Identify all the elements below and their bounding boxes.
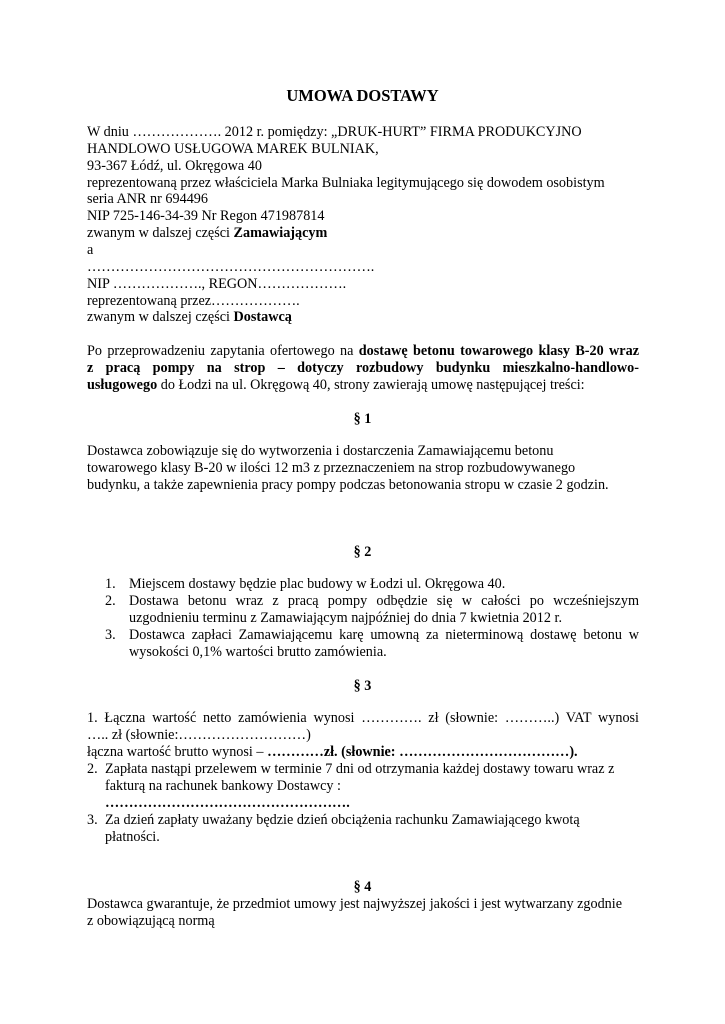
party1-intro: W dniu ………………. 2012 r. pomiędzy: „DRUK-HURT” FIRMA PRODUKCYJNO xyxy=(87,124,582,140)
section2-item1-line1: Miejscem dostawy będzie plac budowy w Łodzi ul. Okręgowa 40. xyxy=(129,576,506,592)
party1-ids: NIP 725-146-34-39 Nr Regon 471987814 xyxy=(87,208,325,224)
section4-heading: § 4 xyxy=(353,879,372,895)
party2-ids: NIP ………………., REGON………………. xyxy=(87,276,347,292)
section2-item3-line1: Dostawca zapłaci Zamawiającemu karę umowną za nieterminową dostawę betonu w xyxy=(129,627,639,643)
section3-item1-line3-b: …………zł. (słownie: ………………………………). xyxy=(267,744,578,760)
section3-item3-line2: płatności. xyxy=(105,829,160,845)
party2-blank: ……………………………………………………. xyxy=(87,259,375,275)
section3-item2-line3: ……………………………………………. xyxy=(105,795,350,811)
section4-line2: z obowiązującą normą xyxy=(87,913,215,929)
preamble-line3 xyxy=(87,377,585,393)
section2-item3-line2: wysokości 0,1% wartości brutto zamówienia. xyxy=(129,644,387,660)
party2-called-prefix: zwanym w dalszej części xyxy=(87,309,234,325)
party1-rep-line1: reprezentowaną przez właściciela Marka Bulniaka legitymującego się dowodem osobistym xyxy=(87,175,605,191)
section1-line2: towarowego klasy B-20 w ilości 12 m3 z przeznaczeniem na strop rozbudowywanego xyxy=(87,460,576,476)
document-title: UMOWA DOSTAWY xyxy=(286,86,439,105)
preamble-line1-a: Po przeprowadzeniu zapytania ofertowego na xyxy=(87,343,359,359)
section1-line1: Dostawca zobowiązuje się do wytworzenia i dostarczenia Zamawiającemu betonu xyxy=(87,443,554,459)
preamble-line1-b: dostawę betonu towarowego klasy B-20 wraz xyxy=(358,343,639,359)
preamble-line2: z pracą pompy na strop – dotyczy rozbudowy budynku mieszkalno-handlowo- xyxy=(87,360,639,376)
party1-called-prefix: zwanym w dalszej części xyxy=(87,225,234,241)
section1-heading: § 1 xyxy=(353,411,372,427)
party2-called xyxy=(87,309,292,325)
and-label: a xyxy=(87,242,94,258)
section2-item2-num: 2. xyxy=(105,593,116,609)
preamble-line3-b: do Łodzi na ul. Okręgową 40, strony zawierają umowę następującej treści: xyxy=(157,377,585,393)
party2-rep: reprezentowaną przez………………. xyxy=(87,293,300,309)
party1-called-name: Zamawiającym xyxy=(233,225,328,241)
section3-item1-line3 xyxy=(87,744,578,760)
section3-item3-num: 3. xyxy=(87,812,98,828)
section3-item2-line2: fakturą na rachunek bankowy Dostawcy : xyxy=(105,778,341,794)
preamble-line1 xyxy=(87,343,639,359)
party2-called-name: Dostawcą xyxy=(233,309,292,325)
section3-item2-line1: Zapłata nastąpi przelewem w terminie 7 dni od otrzymania każdej dostawy towaru wraz z xyxy=(105,761,615,777)
section2-item2-line2: uzgodnieniu terminu z Zamawiającym najpóźniej do dnia 7 kwietnia 2012 r. xyxy=(129,610,562,626)
section1-line3: budynku, a także zapewnienia pracy pompy podczas betonowania stropu w czasie 2 godzin. xyxy=(87,477,609,493)
section3-item1-line3-a: łączna wartość brutto wynosi – xyxy=(87,744,268,760)
party1-company: HANDLOWO USŁUGOWA MAREK BULNIAK, xyxy=(87,141,379,157)
section3-item2-num: 2. xyxy=(87,761,98,777)
party1-rep-line2: seria ANR nr 694496 xyxy=(87,191,208,207)
section3-item1-line1: 1. Łączna wartość netto zamówienia wynosi …………. zł (słownie: ………..) VAT wynosi xyxy=(87,710,639,726)
section4-line1: Dostawca gwarantuje, że przedmiot umowy jest najwyższej jakości i jest wytwarzany zgodnie xyxy=(87,896,623,912)
party1-called xyxy=(87,225,327,241)
section2-item1-num: 1. xyxy=(105,576,116,592)
section3-item1-line2: ….. zł (słownie:………………………) xyxy=(87,727,311,743)
section2-heading: § 2 xyxy=(353,544,372,560)
preamble-line3-a: usługowego xyxy=(87,377,158,393)
section2-item2-line1: Dostawa betonu wraz z pracą pompy odbędzie się w całości po wcześniejszym xyxy=(129,593,639,609)
party1-address: 93-367 Łódź, ul. Okręgowa 40 xyxy=(87,158,262,174)
section2-item3-num: 3. xyxy=(105,627,116,643)
section3-item3-line1: Za dzień zapłaty uważany będzie dzień obciążenia rachunku Zamawiającego kwotą xyxy=(105,812,580,828)
section3-heading: § 3 xyxy=(353,678,372,694)
